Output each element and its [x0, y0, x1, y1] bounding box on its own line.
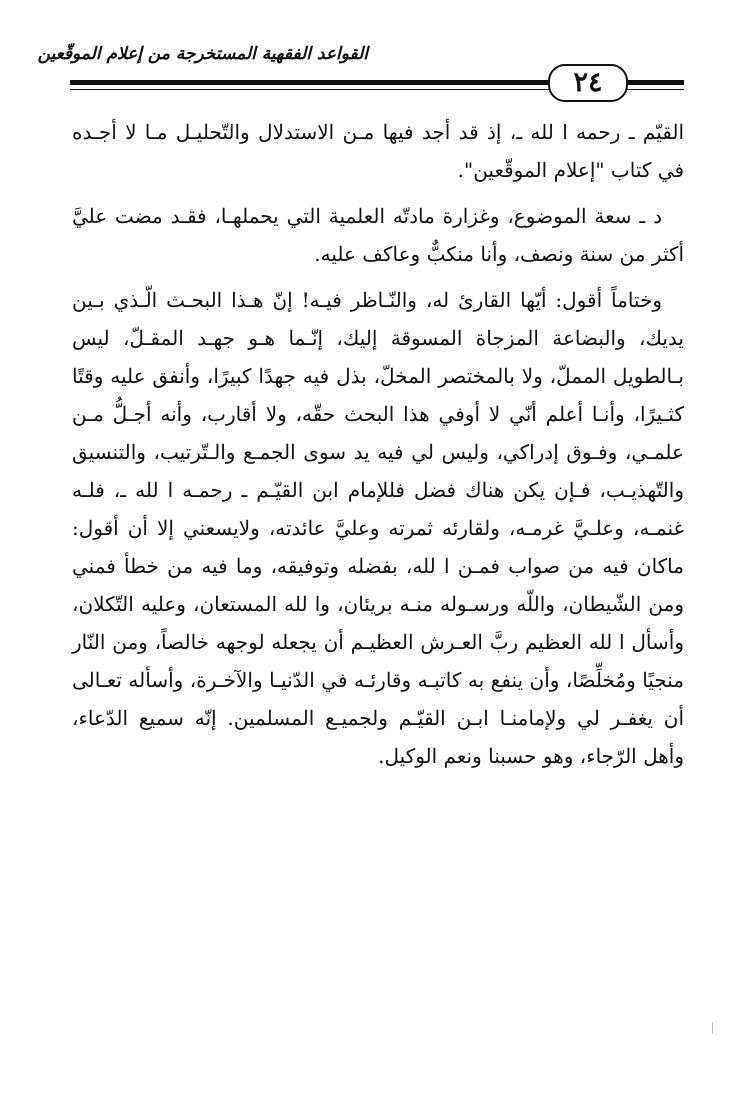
- body-text: [72, 113, 684, 783]
- page-number: ٢٤: [548, 64, 628, 102]
- paragraph-continuation: القيّم ـ رحمه ا لله ـ، إذ قد أجد فيها مـن الاستدلال والتّحليـل مـا لا أجـده في كتاب "إعلام الموقّعين".: [72, 120, 684, 182]
- running-header-title: القواعد الفقهية المستخرجة من إعلام الموقّعين: [37, 44, 368, 64]
- paragraph-point-d: د ـ سعة الموضوع، وغزارة مادتّه العلمية التي يحملهـا، فقـد مضت عليَّ أكثر من سنة ونصف، وأنا منكبٌّ وعاكف عليه.: [72, 204, 684, 266]
- scan-corner-mark: [712, 1022, 713, 1034]
- paragraph-conclusion: وختاماً أقول: أيّها القارئ له، والنّـاظر فيـه! إنّ هـذا البحـث الّـذي بـين يديك، والبضاعة المزجاة المسوقة إليك، إنّـما هـو جهـد المقـلّ، ليس بـالطويل المملّ، ولا بالمختصر المخلّ، بذل فيه جهدًا كبيرًا، وأنفق عليه وقتًا كثـيرًا، وأنـا أعلم أنّي لا أوفي هذا البحث حقّه، ولا أقارب، وأنه أجـلُّ مـن علمـي، وفـوق إدراكي، وليس لي فيه يد سوى الجمـع والـتّرتيب، والتنسيق والتّهذيـب، فـإن يكن هناك فضل فللإمام ابن القيّـم ـ رحمـه ا لله ـ، فلـه غنمـه، وعلـيَّ غرمـه، ولقارئه ثمرته وعليَّ عائدته، ولايسعني إلا أن أقول: ماكان فيه من صواب فمـن ا لله، بفضله وتوفيقه، وما فيه من خطأ فمني ومن الشّيطان، واللّه ورسـوله منـه بريئان، وا لله المستعان، وعليه التّكلان، وأسأل ا لله العظيم ربَّ العـرش العظيـم أن يجعله لوجهه خالصاً، ومن النّار منجيًا ومُخلِّصًا، وأن ينفع به كاتبـه وقارئـه في الدّنيـا والآخـرة، وأسأله تعـالى أن يغفـر لي ولإمامنـا ابـن القيّـم ولجميـع المسلمين. إنّه سميع الدّعاء، وأهل الرّجاء، وهو حسبنا ونعم الوكيل.: [72, 288, 684, 768]
